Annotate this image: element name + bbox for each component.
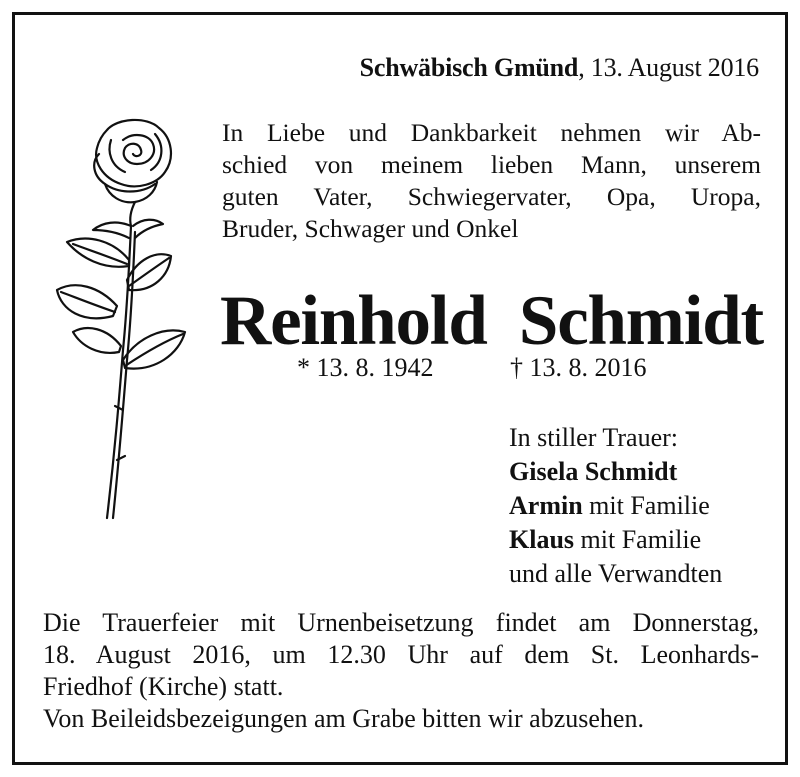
mourners-block bbox=[509, 421, 722, 591]
notice-date: , 13. August 2016 bbox=[578, 53, 759, 82]
intro-line: schied von meinem lieben Mann, unserem bbox=[222, 150, 761, 179]
mourner-name: Klaus bbox=[509, 525, 575, 554]
death-date: † 13. 8. 2016 bbox=[510, 353, 647, 382]
mourner-entry bbox=[509, 455, 722, 489]
place: Schwäbisch Gmünd bbox=[359, 53, 579, 82]
intro-text bbox=[222, 117, 761, 245]
mourner-entry bbox=[509, 523, 722, 557]
mourner-entry bbox=[509, 489, 722, 523]
birth-date: * 13. 8. 1942 bbox=[297, 353, 434, 382]
intro-line: Bruder, Schwager und Onkel bbox=[222, 214, 519, 243]
mourner-name: Armin bbox=[509, 491, 583, 520]
funeral-info bbox=[43, 607, 759, 735]
mourners-closing: und alle Verwandten bbox=[509, 559, 723, 588]
intro-line: In Liebe und Dankbarkeit nehmen wir Ab- bbox=[222, 118, 761, 147]
funeral-info-line: Die Trauerfeier mit Urnenbeisetzung findet am Donnerstag, bbox=[43, 608, 759, 637]
intro-line: guten Vater, Schwiegervater, Opa, Uropa, bbox=[222, 182, 761, 211]
funeral-info-line: 18. August 2016, um 12.30 Uhr auf dem St. Leonhards- bbox=[43, 640, 759, 669]
rose-icon bbox=[37, 110, 207, 520]
mourners-heading: In stiller Trauer: bbox=[509, 423, 678, 452]
funeral-info-line: Von Beileidsbezeigungen am Grabe bitten wir abzusehen. bbox=[43, 704, 644, 733]
mourner-suffix: mit Familie bbox=[582, 491, 710, 520]
last-name: Schmidt bbox=[518, 282, 763, 360]
obituary-notice bbox=[12, 12, 788, 765]
place-date-line bbox=[15, 53, 759, 83]
mourner-suffix: mit Familie bbox=[574, 525, 702, 554]
first-name: Reinhold bbox=[220, 282, 487, 360]
mourner-name: Gisela Schmidt bbox=[509, 457, 678, 486]
deceased-name bbox=[220, 281, 763, 361]
funeral-info-line: Friedhof (Kirche) statt. bbox=[43, 672, 284, 701]
